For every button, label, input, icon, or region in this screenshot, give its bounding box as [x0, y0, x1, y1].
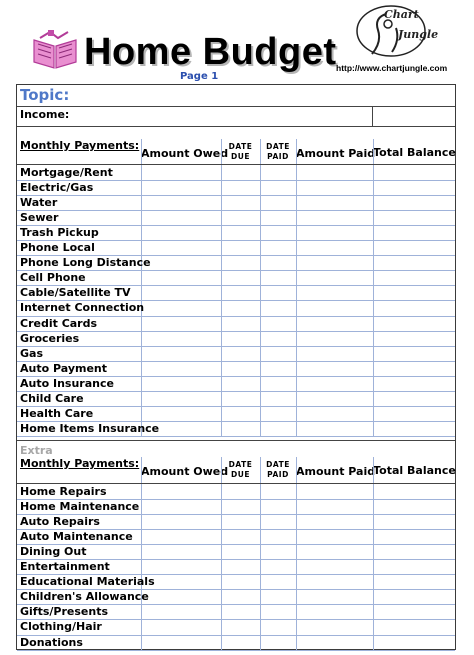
col-date-paid: [260, 142, 296, 162]
svg-text:Jungle: Jungle: [398, 28, 439, 41]
column-divider: [221, 457, 222, 650]
col-date-paid-2-line2: PAID: [267, 470, 289, 479]
row-label: Health Care: [20, 406, 94, 420]
income-label: Income:: [20, 108, 70, 121]
row-label: Dining Out: [20, 545, 87, 559]
divider: [372, 106, 373, 126]
row-label: Phone Long Distance: [20, 256, 151, 270]
col-date-paid-line2: PAID: [267, 152, 289, 161]
col-amount-owed: Amount Owed: [141, 147, 229, 160]
divider: [17, 106, 455, 107]
page-number: Page 1: [180, 71, 219, 82]
topic-label: Topic:: [20, 86, 70, 104]
row-label: Credit Cards: [20, 316, 98, 330]
row-label: Children's Allowance: [20, 590, 149, 604]
col-date-paid-2-line1: DATE: [266, 460, 290, 469]
row-label: Water: [20, 196, 58, 210]
row-label: Home Items Insurance: [20, 421, 160, 435]
row-label: Trash Pickup: [20, 226, 99, 240]
row-divider: [17, 195, 455, 196]
column-divider: [373, 457, 374, 650]
row-divider: [17, 436, 455, 437]
col-amount-paid-2: Amount Paid: [296, 465, 376, 478]
col-date-due-2-line2: DUE: [231, 470, 250, 479]
col-date-due-2: [221, 460, 260, 480]
section1-heading: Monthly Payments:: [20, 139, 140, 152]
row-divider: [17, 210, 455, 211]
column-divider: [141, 457, 142, 650]
divider: [17, 440, 455, 441]
svg-text:Chart: Chart: [384, 8, 419, 21]
col-date-due-line1: DATE: [228, 142, 253, 151]
chart-jungle-logo: [352, 2, 439, 60]
divider: [17, 164, 455, 165]
row-label: Gas: [20, 346, 43, 360]
divider: [17, 126, 455, 127]
col-date-due: [221, 142, 260, 162]
open-book-logo-icon: [30, 28, 80, 70]
row-label: Mortgage/Rent: [20, 166, 113, 179]
row-label: Sewer: [20, 211, 59, 225]
col-amount-paid: Amount Paid: [296, 147, 376, 160]
row-label: Gifts/Presents: [20, 605, 108, 619]
row-label: Phone Local: [20, 241, 95, 255]
col-amount-owed-2: Amount Owed: [141, 465, 229, 478]
col-date-paid-line1: DATE: [266, 142, 290, 151]
col-total-balance: Total Balance: [373, 146, 456, 159]
row-label: Educational Materials: [20, 575, 155, 589]
row-label: Cell Phone: [20, 271, 86, 285]
row-label: Child Care: [20, 391, 84, 405]
divider: [17, 483, 455, 484]
col-date-due-2-line1: DATE: [228, 460, 253, 469]
brand-url: http://www.chartjungle.com: [336, 63, 448, 73]
row-label: Home Maintenance: [20, 500, 140, 514]
row-label: Electric/Gas: [20, 181, 94, 195]
page-title: Home Budget: [84, 31, 337, 73]
row-label: Groceries: [20, 331, 80, 345]
row-label: Auto Payment: [20, 361, 108, 375]
col-date-paid-2: [260, 460, 296, 480]
row-label: Internet Connection: [20, 301, 145, 315]
row-label: Auto Repairs: [20, 515, 100, 529]
row-label: Auto Insurance: [20, 376, 114, 390]
row-label: Cable/Satellite TV: [20, 286, 131, 300]
row-divider: [17, 331, 455, 332]
column-divider: [296, 457, 297, 650]
col-total-balance-2: Total Balance: [373, 464, 456, 477]
section2-heading: Monthly Payments:: [20, 457, 140, 470]
row-divider: [17, 346, 455, 347]
section2-extra-label: Extra: [20, 444, 53, 457]
row-label: Home Repairs: [20, 485, 107, 498]
row-label: Entertainment: [20, 560, 110, 574]
row-label: Auto Maintenance: [20, 530, 133, 544]
column-divider: [260, 457, 261, 650]
row-divider: [17, 650, 455, 651]
row-label: Donations: [20, 635, 83, 649]
row-label: Clothing/Hair: [20, 620, 102, 634]
col-date-due-line2: DUE: [231, 152, 250, 161]
